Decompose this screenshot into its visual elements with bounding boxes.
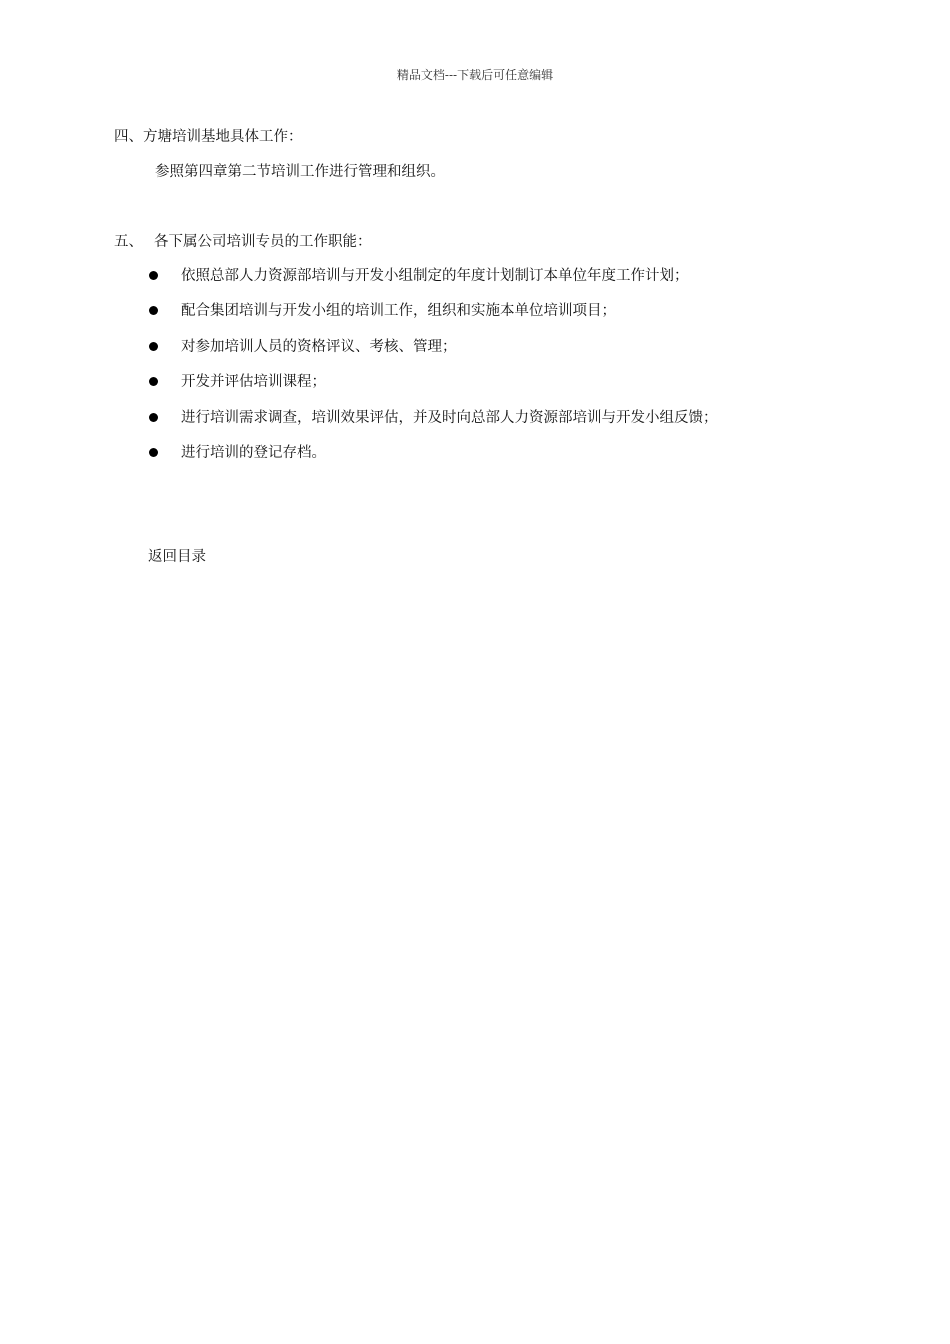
bullet-icon — [149, 271, 158, 280]
list-item — [147, 337, 718, 372]
bullet-icon — [149, 306, 158, 315]
page-header: 精品文档---下载后可任意编辑 — [396, 68, 554, 82]
list-item-text: 进行培训的登记存档。 — [181, 444, 326, 461]
list-item — [147, 301, 718, 336]
list-item-text: 配合集团培训与开发小组的培训工作，组织和实施本单位培训项目； — [181, 303, 616, 320]
bullet-icon — [149, 342, 158, 351]
section-5-heading — [114, 232, 372, 252]
list-item — [147, 443, 718, 478]
list-item-text: 对参加培训人员的资格评议、考核、管理； — [181, 338, 457, 355]
list-item-text: 依照总部人力资源部培训与开发小组制定的年度计划制订本单位年度工作计划； — [181, 268, 689, 284]
bullet-icon — [149, 377, 158, 386]
back-to-toc-link[interactable]: 返回目录 — [148, 549, 206, 565]
list-item-text: 进行培训需求调查，培训效果评估，并及时向总部人力资源部培训与开发小组反馈； — [181, 409, 718, 426]
section-4-title: 四、方塘培训基地具体工作： — [114, 129, 303, 145]
section-5-number: 五、 — [114, 234, 143, 250]
list-item — [147, 372, 718, 407]
section-5-title: 各下属公司培训专员的工作职能： — [154, 234, 372, 250]
duties-list — [147, 266, 718, 478]
list-item-text: 开发并评估培训课程； — [181, 374, 326, 391]
bullet-icon — [149, 413, 158, 422]
bullet-icon — [149, 448, 158, 457]
list-item — [147, 266, 718, 301]
list-item — [147, 408, 718, 443]
section-4-body: 参照第四章第二节培训工作进行管理和组织。 — [155, 164, 445, 180]
